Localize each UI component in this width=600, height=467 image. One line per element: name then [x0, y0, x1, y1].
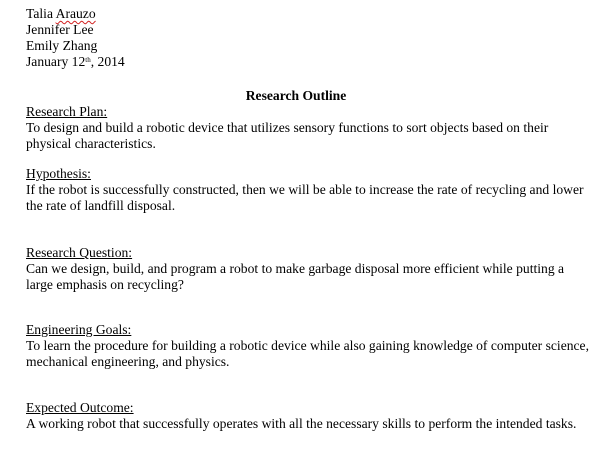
author-name-1 [26, 6, 125, 22]
document-date [26, 54, 125, 70]
author-last-name-1-spellcheck: Arauzo [55, 6, 96, 21]
section-heading: Expected Outcome: [26, 400, 134, 415]
section-expected-outcome [26, 400, 594, 432]
section-body: To design and build a robotic device that utilizes sensory functions to sort objects based on their physical characteristics. [26, 120, 549, 151]
section-heading: Engineering Goals: [26, 322, 132, 337]
date-prefix: January 12 [26, 54, 86, 69]
section-body: A working robot that successfully operates with all the necessary skills to perform the intended tasks. [26, 416, 577, 431]
section-research-question [26, 245, 594, 293]
section-body: If the robot is successfully constructed, then we will be able to increase the rate of recycling and lower the rate of landfill disposal. [26, 182, 584, 213]
author-name-3: Emily Zhang [26, 38, 98, 53]
date-rest: , 2014 [90, 54, 125, 69]
section-heading: Research Question: [26, 245, 133, 260]
section-body: To learn the procedure for building a robotic device while also gaining knowledge of computer science, mechanical engineering, and physics. [26, 338, 589, 369]
author-first-name-1: Talia [26, 6, 56, 21]
document-title: Research Outline [245, 88, 347, 103]
section-engineering-goals [26, 322, 594, 370]
section-research-plan [26, 104, 594, 152]
section-body: Can we design, build, and program a robot to make garbage disposal more efficient while putting a large emphasis on recycling? [26, 261, 565, 292]
date-ordinal-suffix: th [85, 56, 91, 64]
section-heading: Hypothesis: [26, 166, 91, 181]
section-hypothesis [26, 166, 594, 214]
author-name-2: Jennifer Lee [26, 22, 94, 37]
section-heading: Research Plan: [26, 104, 108, 119]
author-block [26, 6, 125, 70]
